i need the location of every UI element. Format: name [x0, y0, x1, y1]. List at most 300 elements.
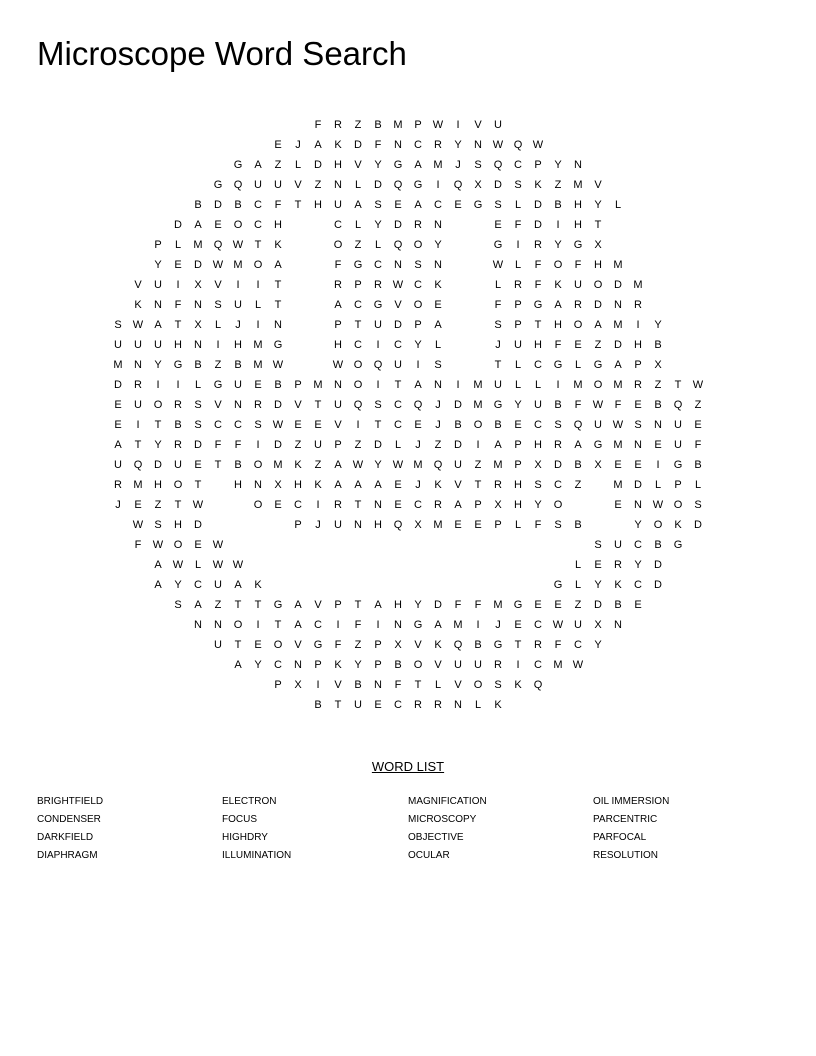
grid-letter: O — [413, 239, 423, 251]
grid-letter: F — [494, 299, 502, 311]
grid-letter: S — [634, 419, 642, 431]
grid-letter: K — [434, 479, 442, 491]
grid-letter: I — [256, 319, 260, 331]
grid-letter: E — [654, 439, 662, 451]
grid-letter: Q — [373, 359, 383, 371]
word-list-item: MICROSCOPY — [408, 814, 477, 825]
grid-letter: T — [274, 619, 282, 631]
grid-letter: D — [614, 339, 622, 351]
grid-letter: G — [313, 639, 323, 651]
grid-letter: X — [594, 239, 602, 251]
grid-letter: S — [194, 419, 202, 431]
grid-letter: G — [213, 379, 223, 391]
grid-letter: H — [534, 439, 542, 451]
grid-letter: W — [492, 139, 504, 151]
grid-letter: N — [654, 419, 662, 431]
grid-letter: H — [274, 219, 282, 231]
grid-letter: N — [434, 379, 442, 391]
grid-letter: T — [494, 359, 502, 371]
grid-letter: A — [254, 159, 262, 171]
grid-letter: N — [214, 619, 222, 631]
grid-letter: U — [334, 199, 342, 211]
grid-letter: T — [674, 379, 682, 391]
grid-letter: G — [493, 399, 503, 411]
grid-letter: Y — [434, 239, 442, 251]
grid-letter: X — [414, 519, 422, 531]
grid-letter: V — [394, 299, 402, 311]
grid-letter: R — [114, 479, 122, 491]
grid-letter: N — [454, 699, 462, 711]
grid-letter: R — [634, 299, 642, 311]
grid-letter: B — [454, 419, 462, 431]
grid-letter: O — [593, 279, 603, 291]
grid-letter: M — [273, 459, 283, 471]
grid-letter: M — [553, 659, 563, 671]
grid-letter: S — [374, 199, 382, 211]
grid-letter: J — [295, 139, 301, 151]
grid-letter: E — [534, 599, 542, 611]
grid-letter: I — [556, 379, 560, 391]
grid-letter: U — [134, 399, 142, 411]
grid-letter: F — [174, 299, 182, 311]
grid-letter: Q — [533, 679, 543, 691]
grid-letter: F — [474, 599, 482, 611]
grid-letter: A — [374, 599, 382, 611]
grid-letter: I — [176, 379, 180, 391]
grid-letter: X — [394, 639, 402, 651]
grid-letter: K — [434, 639, 442, 651]
grid-letter: A — [414, 159, 422, 171]
grid-letter: K — [314, 479, 322, 491]
grid-letter: X — [194, 279, 202, 291]
word-list-item: OBJECTIVE — [408, 832, 464, 843]
grid-letter: U — [334, 399, 342, 411]
grid-letter: D — [114, 379, 122, 391]
grid-letter: P — [514, 439, 522, 451]
grid-letter: S — [114, 319, 122, 331]
grid-letter: A — [434, 619, 442, 631]
grid-letter: A — [494, 439, 502, 451]
grid-letter: N — [394, 259, 402, 271]
grid-letter: S — [254, 419, 262, 431]
grid-letter: Y — [254, 659, 262, 671]
grid-letter: I — [336, 619, 340, 631]
grid-letter: G — [173, 359, 183, 371]
grid-letter: S — [154, 519, 162, 531]
grid-letter: E — [514, 419, 522, 431]
grid-letter: O — [553, 259, 563, 271]
grid-letter: P — [334, 319, 342, 331]
grid-letter: Z — [214, 359, 222, 371]
grid-letter: K — [134, 299, 142, 311]
grid-letter: M — [633, 279, 643, 291]
grid-letter: B — [574, 459, 582, 471]
grid-letter: P — [514, 299, 522, 311]
grid-letter: T — [374, 419, 382, 431]
word-list-item: OCULAR — [408, 850, 450, 861]
grid-letter: J — [115, 499, 121, 511]
grid-letter: Y — [154, 439, 162, 451]
grid-letter: B — [234, 199, 242, 211]
grid-letter: I — [236, 279, 240, 291]
grid-letter: W — [152, 539, 164, 551]
grid-letter: W — [232, 559, 244, 571]
grid-letter: G — [593, 359, 603, 371]
grid-letter: L — [354, 219, 362, 231]
grid-letter: Q — [453, 179, 463, 191]
grid-letter: B — [554, 199, 562, 211]
grid-letter: L — [574, 559, 582, 571]
word-list-heading: WORD LIST — [371, 759, 445, 774]
grid-letter: R — [334, 119, 342, 131]
grid-letter: T — [234, 599, 242, 611]
grid-letter: R — [614, 559, 622, 571]
grid-letter: E — [274, 499, 282, 511]
grid-letter: O — [353, 359, 363, 371]
grid-letter: C — [354, 299, 362, 311]
grid-letter: V — [474, 119, 482, 131]
grid-letter: L — [574, 359, 582, 371]
grid-letter: E — [454, 519, 462, 531]
grid-letter: P — [494, 519, 502, 531]
grid-letter: Z — [434, 439, 442, 451]
grid-letter: C — [354, 339, 362, 351]
grid-letter: U — [234, 379, 242, 391]
grid-letter: D — [594, 299, 602, 311]
grid-letter: D — [374, 179, 382, 191]
grid-letter: A — [414, 379, 422, 391]
grid-letter: T — [274, 299, 282, 311]
grid-letter: G — [673, 539, 683, 551]
grid-letter: Z — [214, 599, 222, 611]
grid-letter: V — [314, 599, 322, 611]
grid-letter: Z — [154, 499, 162, 511]
grid-letter: T — [514, 639, 522, 651]
grid-letter: D — [614, 279, 622, 291]
grid-letter: K — [674, 519, 682, 531]
grid-letter: L — [694, 479, 702, 491]
grid-letter: R — [414, 219, 422, 231]
grid-letter: E — [394, 499, 402, 511]
grid-letter: D — [214, 199, 222, 211]
grid-letter: U — [134, 339, 142, 351]
grid-letter: T — [294, 199, 302, 211]
grid-letter: G — [273, 599, 283, 611]
grid-letter: U — [594, 419, 602, 431]
grid-letter: W — [552, 619, 564, 631]
grid-letter: O — [473, 419, 483, 431]
grid-letter: P — [274, 679, 282, 691]
word-list-item: ILLUMINATION — [222, 850, 292, 861]
grid-letter: F — [134, 539, 142, 551]
grid-letter: Q — [453, 639, 463, 651]
grid-letter: A — [294, 619, 302, 631]
grid-letter: R — [494, 659, 502, 671]
grid-letter: K — [274, 239, 282, 251]
grid-letter: R — [174, 399, 182, 411]
grid-letter: Y — [374, 459, 382, 471]
grid-letter: P — [474, 499, 482, 511]
grid-letter: U — [674, 439, 682, 451]
grid-letter: O — [673, 499, 683, 511]
grid-letter: W — [172, 559, 184, 571]
grid-letter: U — [274, 179, 282, 191]
grid-letter: B — [314, 699, 322, 711]
grid-letter: Z — [554, 179, 562, 191]
grid-letter: M — [133, 479, 143, 491]
word-list-item: RESOLUTION — [593, 850, 659, 861]
grid-letter: U — [154, 279, 162, 291]
grid-letter: A — [234, 579, 242, 591]
grid-letter: Q — [573, 419, 583, 431]
grid-letter: U — [494, 119, 502, 131]
grid-letter: L — [354, 179, 362, 191]
grid-letter: M — [233, 259, 243, 271]
grid-letter: H — [154, 479, 162, 491]
grid-letter: N — [614, 299, 622, 311]
grid-letter: K — [334, 659, 342, 671]
grid-letter: T — [394, 379, 402, 391]
grid-letter: J — [495, 339, 501, 351]
grid-letter: Q — [133, 459, 143, 471]
grid-letter: D — [194, 439, 202, 451]
grid-letter: I — [476, 439, 480, 451]
grid-letter: L — [514, 379, 522, 391]
grid-letter: K — [534, 179, 542, 191]
grid-letter: G — [493, 639, 503, 651]
grid-letter: Z — [594, 339, 602, 351]
word-list-item: MAGNIFICATION — [408, 796, 487, 807]
grid-letter: P — [154, 239, 162, 251]
grid-letter: F — [574, 259, 582, 271]
grid-letter: X — [274, 479, 282, 491]
grid-letter: L — [294, 159, 302, 171]
grid-letter: I — [316, 679, 320, 691]
grid-letter: A — [594, 319, 602, 331]
grid-letter: F — [574, 399, 582, 411]
grid-letter: E — [614, 499, 622, 511]
grid-letter: C — [414, 139, 422, 151]
grid-letter: S — [214, 299, 222, 311]
grid-letter: F — [274, 199, 282, 211]
grid-letter: F — [314, 119, 322, 131]
grid-letter: W — [592, 399, 604, 411]
grid-letter: C — [634, 579, 642, 591]
grid-letter: U — [334, 519, 342, 531]
grid-letter: A — [194, 219, 202, 231]
grid-letter: A — [234, 659, 242, 671]
grid-letter: L — [194, 559, 202, 571]
grid-letter: L — [514, 259, 522, 271]
grid-letter: A — [334, 479, 342, 491]
grid-letter: W — [132, 519, 144, 531]
grid-letter: D — [554, 459, 562, 471]
grid-letter: S — [374, 399, 382, 411]
grid-letter: S — [494, 319, 502, 331]
grid-letter: L — [194, 379, 202, 391]
grid-letter: L — [434, 679, 442, 691]
grid-letter: H — [334, 159, 342, 171]
grid-letter: H — [334, 339, 342, 351]
grid-letter: E — [114, 399, 122, 411]
grid-letter: J — [435, 419, 441, 431]
grid-letter: O — [153, 399, 163, 411]
grid-letter: Q — [493, 159, 503, 171]
grid-letter: D — [174, 219, 182, 231]
grid-letter: E — [174, 259, 182, 271]
grid-letter: N — [434, 219, 442, 231]
grid-letter: D — [494, 179, 502, 191]
grid-letter: Y — [634, 559, 642, 571]
grid-letter: K — [434, 279, 442, 291]
grid-letter: N — [194, 339, 202, 351]
grid-letter: Q — [433, 459, 443, 471]
word-list-item: FOCUS — [222, 814, 257, 825]
grid-letter: Y — [654, 319, 662, 331]
grid-letter: G — [233, 159, 243, 171]
grid-letter: A — [334, 299, 342, 311]
grid-letter: Y — [354, 659, 362, 671]
grid-letter: E — [494, 219, 502, 231]
grid-letter: M — [613, 439, 623, 451]
grid-letter: Q — [513, 139, 523, 151]
grid-letter: L — [514, 359, 522, 371]
grid-letter: E — [554, 599, 562, 611]
grid-letter: L — [434, 339, 442, 351]
grid-letter: C — [414, 499, 422, 511]
grid-letter: H — [514, 499, 522, 511]
grid-letter: L — [514, 199, 522, 211]
grid-letter: B — [394, 659, 402, 671]
grid-letter: W — [272, 359, 284, 371]
grid-letter: S — [594, 539, 602, 551]
grid-letter: G — [393, 159, 403, 171]
grid-letter: W — [612, 419, 624, 431]
grid-letter: T — [354, 499, 362, 511]
grid-letter: R — [334, 279, 342, 291]
grid-letter: P — [354, 279, 362, 291]
grid-letter: W — [572, 659, 584, 671]
grid-letter: D — [154, 459, 162, 471]
grid-letter: P — [374, 659, 382, 671]
grid-letter: T — [354, 319, 362, 331]
grid-letter: O — [593, 379, 603, 391]
grid-letter: E — [474, 519, 482, 531]
grid-letter: A — [614, 359, 622, 371]
grid-letter: H — [554, 319, 562, 331]
grid-letter: X — [594, 619, 602, 631]
grid-letter: N — [614, 619, 622, 631]
grid-letter: O — [653, 519, 663, 531]
word-list-item: BRIGHTFIELD — [37, 796, 104, 807]
grid-letter: L — [394, 439, 402, 451]
grid-letter: U — [354, 699, 362, 711]
grid-letter: E — [634, 599, 642, 611]
grid-letter: Z — [574, 479, 582, 491]
grid-letter: C — [394, 419, 402, 431]
word-list-item: OIL IMMERSION — [593, 796, 670, 807]
grid-letter: E — [194, 459, 202, 471]
grid-letter: O — [413, 659, 423, 671]
grid-letter: G — [673, 459, 683, 471]
grid-letter: K — [514, 679, 522, 691]
grid-letter: E — [254, 639, 262, 651]
grid-letter: E — [274, 139, 282, 151]
grid-letter: P — [634, 359, 642, 371]
grid-letter: D — [434, 599, 442, 611]
grid-letter: G — [553, 359, 563, 371]
grid-letter: N — [434, 259, 442, 271]
grid-letter: D — [654, 579, 662, 591]
grid-letter: D — [654, 559, 662, 571]
grid-letter: N — [394, 139, 402, 151]
grid-letter: O — [253, 459, 263, 471]
grid-letter: B — [354, 679, 362, 691]
grid-letter: V — [294, 639, 302, 651]
grid-letter: W — [212, 559, 224, 571]
grid-letter: H — [394, 599, 402, 611]
grid-letter: Y — [454, 139, 462, 151]
grid-letter: C — [194, 579, 202, 591]
grid-letter: H — [574, 219, 582, 231]
grid-letter: Z — [314, 179, 322, 191]
grid-letter: F — [534, 519, 542, 531]
grid-letter: U — [494, 379, 502, 391]
grid-letter: Y — [554, 159, 562, 171]
grid-letter: E — [634, 459, 642, 471]
grid-letter: S — [534, 479, 542, 491]
grid-letter: P — [294, 379, 302, 391]
grid-letter: H — [314, 199, 322, 211]
grid-letter: T — [594, 219, 602, 231]
grid-letter: N — [294, 659, 302, 671]
grid-letter: U — [514, 339, 522, 351]
grid-letter: I — [456, 379, 460, 391]
grid-letter: X — [194, 319, 202, 331]
grid-letter: X — [594, 459, 602, 471]
grid-letter: V — [214, 279, 222, 291]
grid-letter: D — [534, 199, 542, 211]
grid-letter: W — [432, 119, 444, 131]
grid-letter: B — [234, 359, 242, 371]
grid-letter: U — [394, 359, 402, 371]
grid-letter: F — [214, 439, 222, 451]
grid-letter: F — [554, 639, 562, 651]
grid-letter: I — [436, 179, 440, 191]
grid-letter: A — [274, 259, 282, 271]
grid-letter: A — [154, 319, 162, 331]
grid-letter: Z — [354, 439, 362, 451]
grid-letter: E — [614, 459, 622, 471]
grid-letter: M — [113, 359, 123, 371]
grid-letter: G — [373, 299, 383, 311]
grid-letter: T — [154, 419, 162, 431]
grid-letter: T — [414, 679, 422, 691]
grid-letter: B — [194, 359, 202, 371]
word-list-item: ELECTRON — [222, 796, 277, 807]
grid-letter: M — [613, 379, 623, 391]
grid-letter: W — [652, 499, 664, 511]
grid-letter: O — [413, 299, 423, 311]
grid-letter: I — [136, 419, 140, 431]
grid-letter: Z — [274, 159, 282, 171]
grid-letter: Y — [154, 259, 162, 271]
grid-letter: K — [494, 699, 502, 711]
grid-letter: C — [434, 199, 442, 211]
grid-letter: A — [414, 199, 422, 211]
grid-letter: V — [354, 159, 362, 171]
grid-letter: T — [194, 479, 202, 491]
